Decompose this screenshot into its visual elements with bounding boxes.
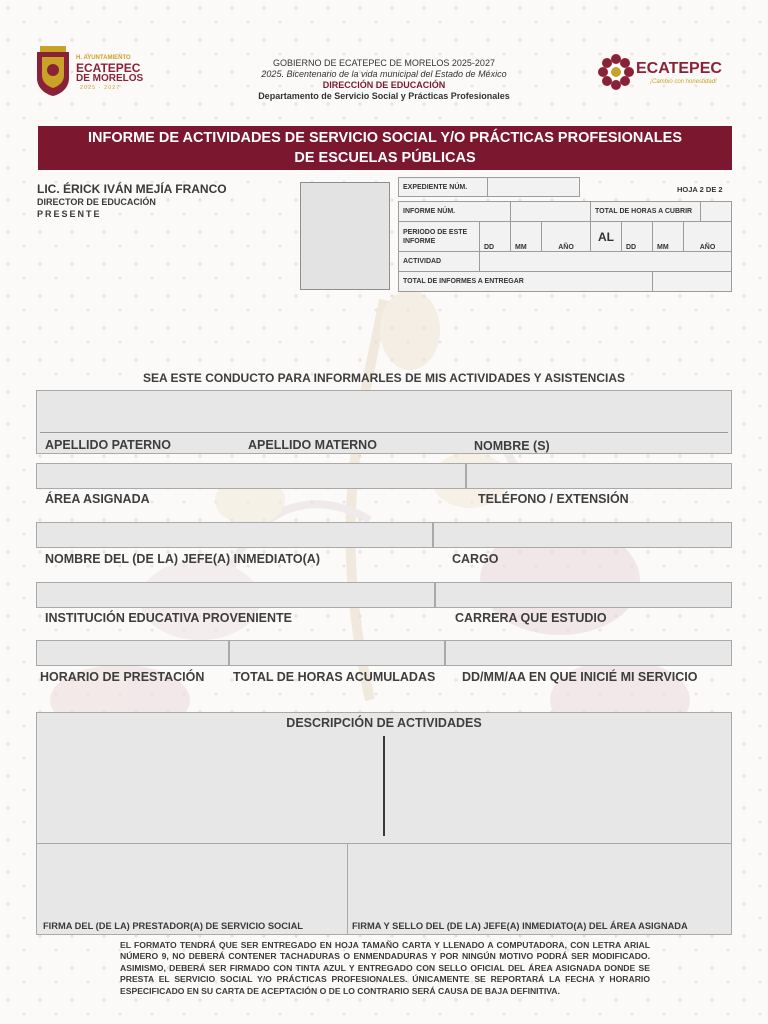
addressee-position: DIRECTOR DE EDUCACIÓN <box>37 197 156 207</box>
total-horas-field[interactable] <box>700 202 731 222</box>
apellido-materno-label: APELLIDO MATERNO <box>248 438 377 452</box>
periodo-start-mm[interactable]: MM <box>511 222 542 252</box>
periodo-start-anio[interactable]: AÑO <box>542 222 591 252</box>
area-asignada-field[interactable] <box>36 463 466 489</box>
periodo-start-dd[interactable]: DD <box>480 222 511 252</box>
periodo-al-label: AL <box>591 222 622 252</box>
jefe-inmediato-field[interactable] <box>36 522 433 548</box>
firma-jefe-label: FIRMA Y SELLO DEL (DE LA) JEFE(A) INMEDIATO(A) DEL ÁREA ASIGNADA <box>352 921 688 931</box>
horas-acumuladas-label: TOTAL DE HORAS ACUMULADAS <box>233 670 436 684</box>
periodo-end-anio[interactable]: AÑO <box>684 222 732 252</box>
horas-acumuladas-field[interactable] <box>229 640 445 666</box>
instructions-note: EL FORMATO TENDRÁ QUE SER ENTREGADO EN HOJA TAMAÑO CARTA Y LLENADO A COMPUTADORA, CON LETRA ARIAL NÚMERO 9, NO DEBERÁ CONTENER TACHADURAS O ENMENDADURAS Y POR NINGÚN MOTIVO PODRÁ SER MODIFICADO. ASIMISMO, DEBERÁ SER FIRMADO CON TINTA AZUL Y ENTREGADO CON SELLO OFICIAL DEL ÁREA ASIGNADA DONDE SE PRESTA EL SERVICIO SOCIAL Y/O PRÁCTICAS PROFESIONALES. ÚNICAMENTE SE REPORTARÁ LA FECHA Y HORARIO ESPECIFICADO EN SU CARTA DE ACEPTACIÓN O DE LO CONTRARIO SERÁ CAUSA DE BAJA DEFINITIVA. <box>120 940 650 996</box>
intro-text: SEA ESTE CONDUCTO PARA INFORMARLES DE MIS ACTIVIDADES Y ASISTENCIAS <box>142 371 626 385</box>
carrera-label: CARRERA QUE ESTUDIO <box>455 611 607 625</box>
jefe-inmediato-label: NOMBRE DEL (DE LA) JEFE(A) INMEDIATO(A) <box>45 552 320 566</box>
fecha-inicio-label: DD/MM/AA EN QUE INICIÉ MI SERVICIO <box>462 670 698 684</box>
horario-field[interactable] <box>36 640 229 666</box>
descripcion-label: DESCRIPCIÓN DE ACTIVIDADES <box>286 716 482 730</box>
cargo-label: CARGO <box>452 552 499 566</box>
logo-ayuntamiento-text: H. AYUNTAMIENTO <box>76 55 131 61</box>
form-title-banner <box>38 126 732 170</box>
form-title-line2: DE ESCUELAS PÚBLICAS <box>294 150 476 166</box>
logo-years-text: 2025 · 2027 <box>80 85 121 91</box>
form-title-line1: INFORME DE ACTIVIDADES DE SERVICIO SOCIAL Y/O PRÁCTICAS PROFESIONALES <box>87 130 683 146</box>
expediente-table <box>398 177 580 197</box>
logo-morelos-text: DE MORELOS <box>76 73 144 84</box>
addressee-name: LIC. ÉRICK IVÁN MEJÍA FRANCO <box>37 182 227 196</box>
apellido-paterno-label: APELLIDO PATERNO <box>45 438 171 452</box>
logo-ecatepec-text: ECATEPEC <box>76 61 141 75</box>
telefono-field[interactable] <box>466 463 732 489</box>
horario-label: HORARIO DE PRESTACIÓN <box>40 670 205 684</box>
actividad-field[interactable] <box>480 252 732 272</box>
institucion-label: INSTITUCIÓN EDUCATIVA PROVENIENTE <box>45 611 293 625</box>
total-horas-label: TOTAL DE HORAS A CUBRIR <box>591 202 701 222</box>
descripcion-divider <box>383 736 385 836</box>
expediente-field[interactable] <box>488 178 580 197</box>
sun-flower-icon <box>598 54 634 90</box>
cargo-field[interactable] <box>433 522 732 548</box>
header-departamento: Departamento de Servicio Social y Prácticas Profesionales <box>258 91 510 101</box>
informe-num-field[interactable] <box>511 202 591 222</box>
area-asignada-label: ÁREA ASIGNADA <box>45 492 150 506</box>
logo-ecatepec-title: ECATEPEC <box>636 60 722 77</box>
fecha-inicio-field[interactable] <box>445 640 732 666</box>
name-divider <box>40 432 728 433</box>
report-info-table <box>398 201 732 292</box>
firma-prestador-label: FIRMA DEL (DE LA) PRESTADOR(A) DE SERVICIO SOCIAL <box>43 921 303 931</box>
total-informes-field[interactable] <box>653 272 732 292</box>
photo-box[interactable] <box>300 182 390 290</box>
periodo-end-dd[interactable]: DD <box>622 222 653 252</box>
periodo-label: PERIODO DE ESTE INFORME <box>399 222 480 252</box>
telefono-label: TELÉFONO / EXTENSIÓN <box>478 492 629 506</box>
addressee-greeting: PRESENTE <box>37 209 102 219</box>
actividad-label: ACTIVIDAD <box>399 252 480 272</box>
nombre-label: NOMBRE (S) <box>474 439 550 453</box>
expediente-label: EXPEDIENTE NÚM. <box>399 178 488 197</box>
ecatepec-logo <box>598 54 738 94</box>
header-bicentenario: 2025. Bicentenario de la vida municipal del Estado de México <box>261 69 507 79</box>
header-direccion: DIRECCIÓN DE EDUCACIÓN <box>322 80 446 90</box>
logo-tagline: ¡Cambio con honestidad! <box>650 79 717 85</box>
header-government: GOBIERNO DE ECATEPEC DE MORELOS 2025-2027 <box>273 58 495 68</box>
page-counter: HOJA 2 DE 2 <box>677 185 723 194</box>
informe-num-label: INFORME NÚM. <box>399 202 511 222</box>
periodo-end-mm[interactable]: MM <box>653 222 684 252</box>
total-informes-label: TOTAL DE INFORMES A ENTREGAR <box>399 272 653 292</box>
institucion-field[interactable] <box>36 582 435 608</box>
carrera-field[interactable] <box>435 582 732 608</box>
